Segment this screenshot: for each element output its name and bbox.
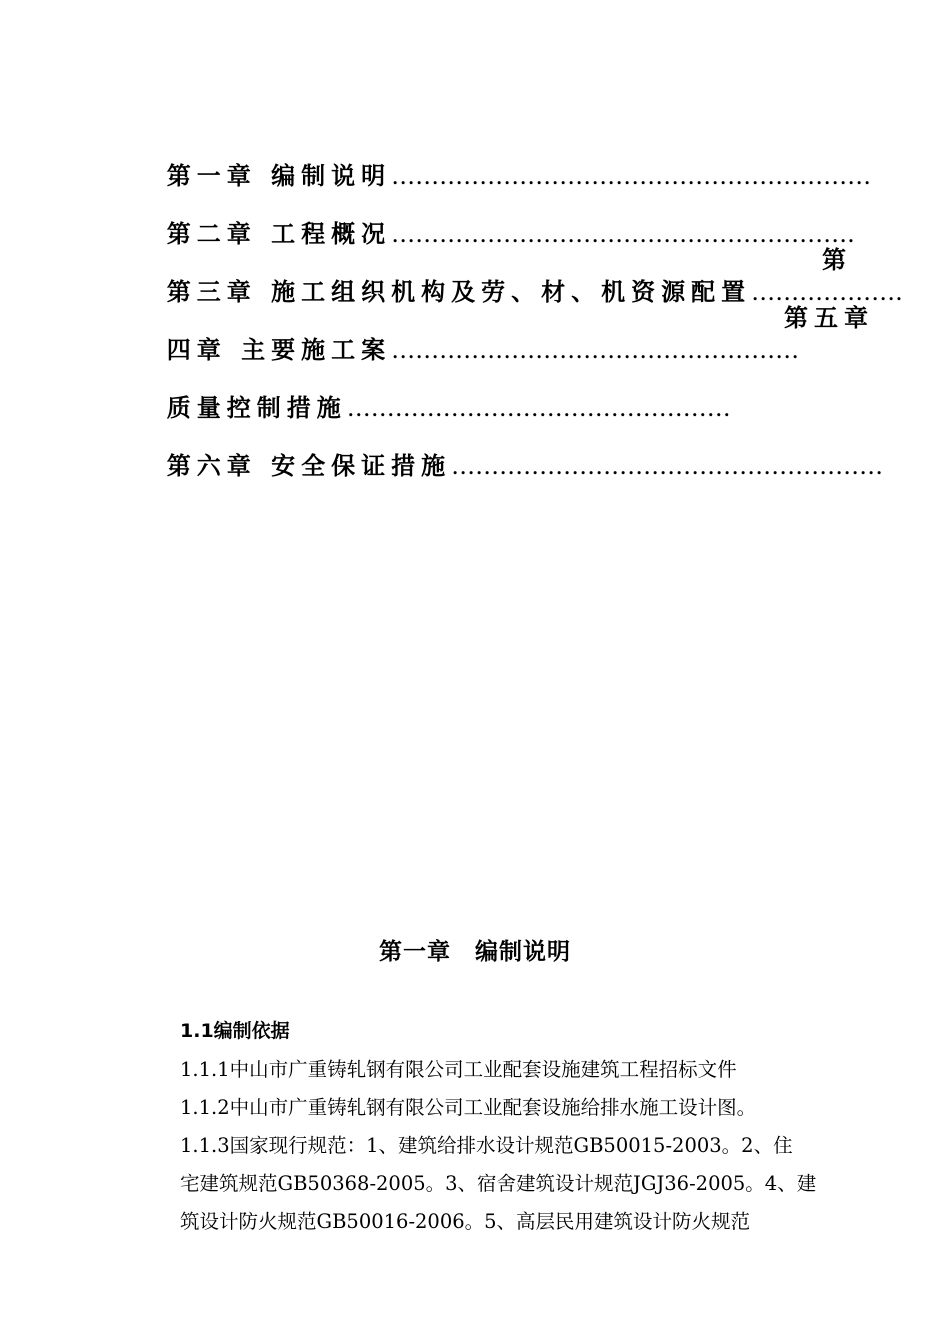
- toc-entry-chapter-3[interactable]: [138, 244, 903, 308]
- toc-entry-chapter-1[interactable]: [138, 128, 871, 192]
- toc-label: 第三章 施工组织机构及劳、材、机资源配置: [166, 277, 752, 306]
- paragraph-line: 1.1.3国家现行规范：1、建筑给排水设计规范GB50015-2003。2、住: [180, 1134, 793, 1157]
- toc-leader-dots: ……………….: [751, 278, 903, 306]
- toc-label: 第二章 工程概况: [166, 219, 392, 248]
- toc-label: 质量控制措施: [166, 393, 347, 422]
- toc-leader-dots: ……………………………………………………: [391, 162, 872, 190]
- paragraph-line: 筑设计防火规范GB50016-2006。5、高层民用建筑设计防火规范: [180, 1210, 751, 1233]
- toc-label: 四章 主要施工案: [166, 335, 392, 364]
- toc-entry-chapter-4[interactable]: [138, 302, 799, 366]
- toc-leader-dots: …………………………………………: [346, 394, 731, 422]
- paragraph-line: 1.1.1中山市广重铸轧钢有限公司工业配套设施建筑工程招标文件: [180, 1058, 737, 1081]
- toc-leader-dots: ………………………………………………: [451, 452, 884, 480]
- section-heading: 1.1编制依据: [180, 1020, 290, 1042]
- toc-label: 第六章 安全保证措施: [166, 451, 452, 480]
- toc-entry-chapter-5[interactable]: [138, 360, 731, 424]
- paragraph-line: 1.1.2中山市广重铸轧钢有限公司工业配套设施给排水施工设计图。: [180, 1096, 757, 1119]
- toc-wrap-fragment: 第五章: [784, 303, 874, 332]
- chapter-title: 第一章 编制说明: [379, 939, 571, 965]
- toc-wrap-fragment: 第: [822, 245, 852, 274]
- toc-leader-dots: ………………………………………………….: [391, 220, 855, 248]
- toc-entry-chapter-2[interactable]: [138, 186, 855, 250]
- toc-entry-chapter-6[interactable]: [138, 418, 883, 482]
- toc-label: 第一章 编制说明: [166, 161, 392, 190]
- toc-leader-dots: ……………………………………………: [391, 336, 800, 364]
- paragraph-line: 宅建筑规范GB50368-2005。3、宿舍建筑设计规范JGJ36-2005。4、建: [180, 1172, 817, 1195]
